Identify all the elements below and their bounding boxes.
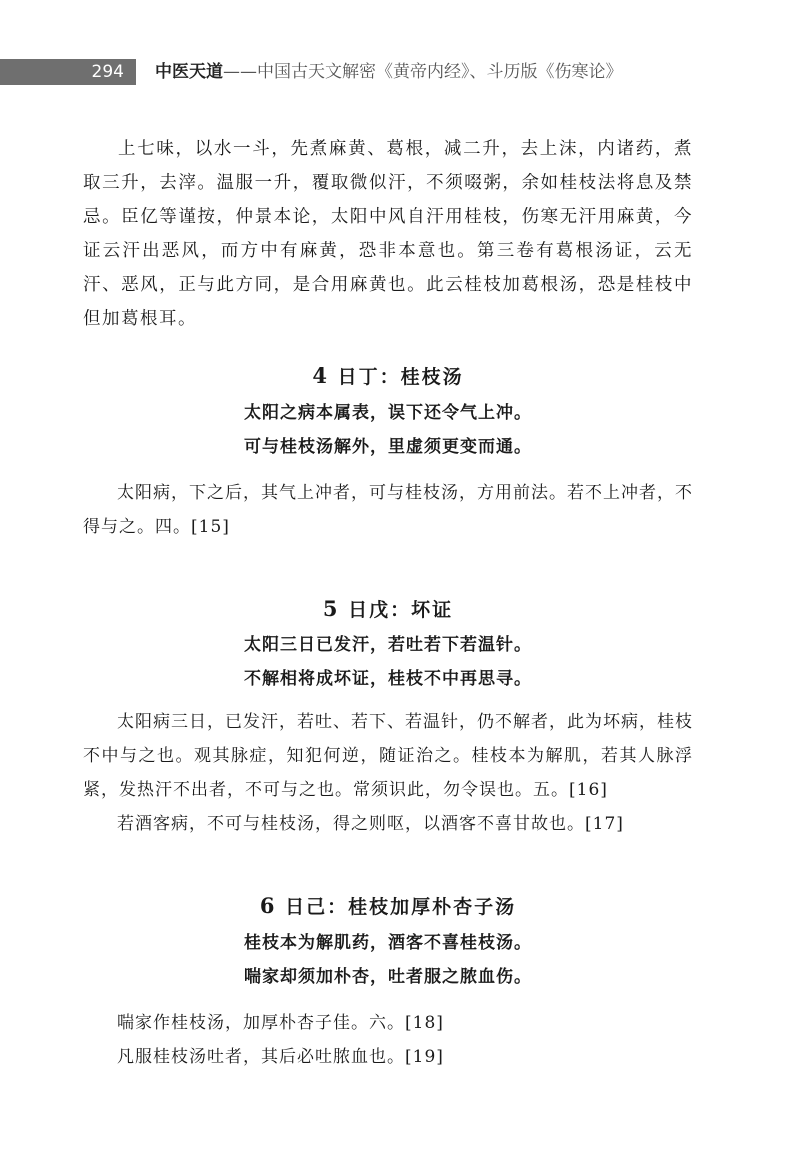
section-title: 日丁：桂枝汤 (337, 366, 464, 388)
verse-line: 不解相将成坏证，桂枝不中再思寻。 (244, 669, 532, 689)
intro-paragraph: 上七味，以水一斗，先煮麻黄、葛根，减二升，去上沫，内诸药，煮取三升，去滓。温服一升，覆取微似汗，不须啜粥，余如桂枝法将息及禁忌。臣亿等谨按，仲景本论，太阳中风自汗用桂枝，伤寒无汗用麻黄，今证云汗出恶风，而方中有麻黄，恐非本意也。第三卷有葛根汤证，云无汗、恶风，正与此方同，是合用麻黄也。此云桂枝加葛根汤，恐是桂枝中但加葛根耳。 (83, 139, 693, 329)
running-header (0, 59, 800, 85)
clause-paragraph: 喘家作桂枝汤，加厚朴杏子佳。六。[18] (117, 1013, 444, 1033)
section-4-body (83, 476, 693, 544)
section-number: 4 (312, 363, 329, 388)
clause-paragraph: 太阳病三日，已发汗，若吐、若下、若温针，仍不解者，此为坏病，桂枝不中与之也。观其脉症，知犯何逆，随证治之。桂枝本为解肌，若其人脉浮紧，发热汗不出者，不可与之也。常须识此，勿令误也。五。[16] (83, 712, 693, 800)
section-4-heading (83, 361, 693, 392)
clause-paragraph: 若酒客病，不可与桂枝汤，得之则呕，以酒客不喜甘故也。[17] (117, 814, 624, 834)
intro-block (83, 132, 693, 336)
section-6-heading (83, 891, 693, 922)
section-5-body (83, 705, 693, 841)
verse-line: 太阳三日已发汗，若吐若下若温针。 (244, 635, 532, 655)
section-title: 日己：桂枝加厚朴杏子汤 (285, 896, 517, 918)
book-title: 中医天道 (155, 62, 223, 82)
section-5-heading (83, 594, 693, 625)
running-title (155, 59, 623, 85)
verse-line: 桂枝本为解肌药，酒客不喜桂枝汤。 (244, 933, 532, 953)
verse-line: 喘家却须加朴杏，吐者服之脓血伤。 (244, 967, 532, 987)
section-number: 6 (259, 893, 277, 918)
section-number: 5 (322, 596, 340, 621)
book-subtitle: ——中国古天文解密《黄帝内经》、斗历版《伤寒论》 (223, 62, 623, 82)
section-4-verses (83, 396, 693, 464)
verse-line: 可与桂枝汤解外，里虚须更变而通。 (244, 437, 532, 457)
section-5-verses (83, 628, 693, 696)
verse-line: 太阳之病本属表，误下还令气上冲。 (244, 403, 532, 423)
section-6-verses (83, 926, 693, 994)
section-6-body (83, 1006, 693, 1074)
page-number: 294 (0, 59, 136, 85)
section-title: 日戊：坏证 (348, 599, 454, 621)
clause-paragraph: 凡服桂枝汤吐者，其后必吐脓血也。[19] (117, 1047, 444, 1067)
clause-paragraph: 太阳病，下之后，其气上冲者，可与桂枝汤，方用前法。若不上冲者，不得与之。四。[15] (83, 483, 693, 537)
